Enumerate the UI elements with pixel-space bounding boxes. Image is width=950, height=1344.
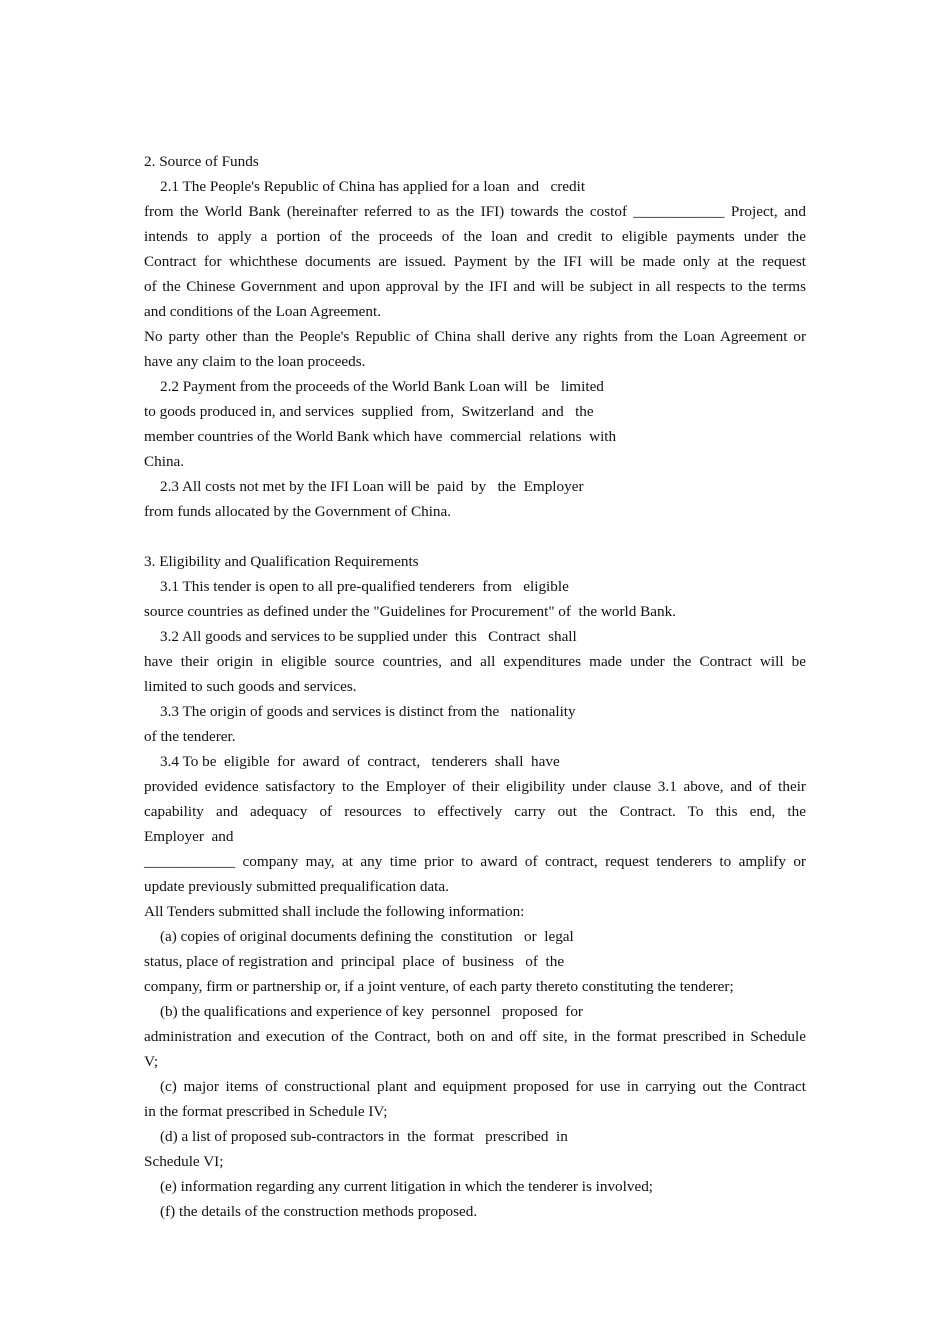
text-line: and conditions of the Loan Agreement. — [144, 303, 382, 320]
text-line: capability and adequacy of resources to effectively carry out the Contract. To this end, the — [144, 803, 806, 820]
text-line: ____________ company may, at any time prior to award of contract, request tenderers to amplify or — [144, 853, 806, 870]
text-line: (d) a list of proposed sub-contractors in the format prescribed in — [160, 1128, 568, 1145]
text-line: to goods produced in, and services supplied from, Switzerland and the — [144, 403, 594, 420]
text-line: 2.2 Payment from the proceeds of the World Bank Loan will be limited — [160, 378, 604, 395]
text-line: intends to apply a portion of the proceeds of the loan and credit to eligible payments under the — [144, 228, 806, 245]
text-line: 3.4 To be eligible for award of contract, tenderers shall have — [160, 753, 560, 770]
text-line: from funds allocated by the Government of China. — [144, 503, 452, 520]
text-line: No party other than the People's Republic of China shall derive any rights from the Loan Agreement or — [144, 328, 806, 345]
text-line: (b) the qualifications and experience of key personnel proposed for — [160, 1003, 583, 1020]
text-line: from the World Bank (hereinafter referred to as the IFI) towards the costof ____________ Project, and — [144, 203, 806, 220]
text-line: 2.3 All costs not met by the IFI Loan will be paid by the Employer — [160, 478, 584, 495]
text-line: 3. Eligibility and Qualification Requirements — [144, 553, 419, 570]
text-line: update previously submitted prequalification data. — [144, 878, 449, 895]
text-line: have their origin in eligible source countries, and all expenditures made under the Contract will be — [144, 653, 806, 670]
text-line: in the format prescribed in Schedule IV; — [144, 1103, 388, 1120]
text-line: 3.1 This tender is open to all pre-qualified tenderers from eligible — [160, 578, 569, 595]
text-line: China. — [144, 453, 185, 470]
text-line: Contract for whichthese documents are issued. Payment by the IFI will be made only at the request — [144, 253, 806, 270]
text-line: 3.3 The origin of goods and services is distinct from the nationality — [160, 703, 576, 720]
text-line: of the Chinese Government and upon approval by the IFI and will be subject in all respects to the terms — [144, 278, 806, 295]
text-line: 2. Source of Funds — [144, 153, 259, 170]
text-line: company, firm or partnership or, if a joint venture, of each party thereto constituting the tenderer; — [144, 978, 734, 995]
text-line: source countries as defined under the "Guidelines for Procurement" of the world Bank. — [144, 603, 676, 620]
text-line: member countries of the World Bank which have commercial relations with — [144, 428, 617, 445]
text-line: Schedule VI; — [144, 1153, 224, 1170]
text-line: All Tenders submitted shall include the following information: — [144, 903, 525, 920]
text-line: of the tenderer. — [144, 728, 236, 745]
text-line: status, place of registration and principal place of business of the — [144, 953, 565, 970]
text-line: have any claim to the loan proceeds. — [144, 353, 366, 370]
text-line: (c) major items of constructional plant and equipment proposed for use in carrying out the Contract — [160, 1078, 806, 1095]
blank-line — [144, 524, 806, 549]
document-page — [144, 149, 806, 1224]
text-line: provided evidence satisfactory to the Employer of their eligibility under clause 3.1 above, and of their — [144, 778, 806, 795]
text-line: Employer and — [144, 828, 234, 845]
text-line: (e) information regarding any current litigation in which the tenderer is involved; — [160, 1178, 654, 1195]
text-line: V; — [144, 1053, 159, 1070]
text-line: (a) copies of original documents defining the constitution or legal — [160, 928, 574, 945]
text-line: 2.1 The People's Republic of China has applied for a loan and credit — [160, 178, 586, 195]
text-line: limited to such goods and services. — [144, 678, 357, 695]
text-line: administration and execution of the Contract, both on and off site, in the format prescribed in Schedule — [144, 1028, 806, 1045]
text-line: 3.2 All goods and services to be supplied under this Contract shall — [160, 628, 577, 645]
text-line: (f) the details of the construction methods proposed. — [160, 1203, 478, 1220]
